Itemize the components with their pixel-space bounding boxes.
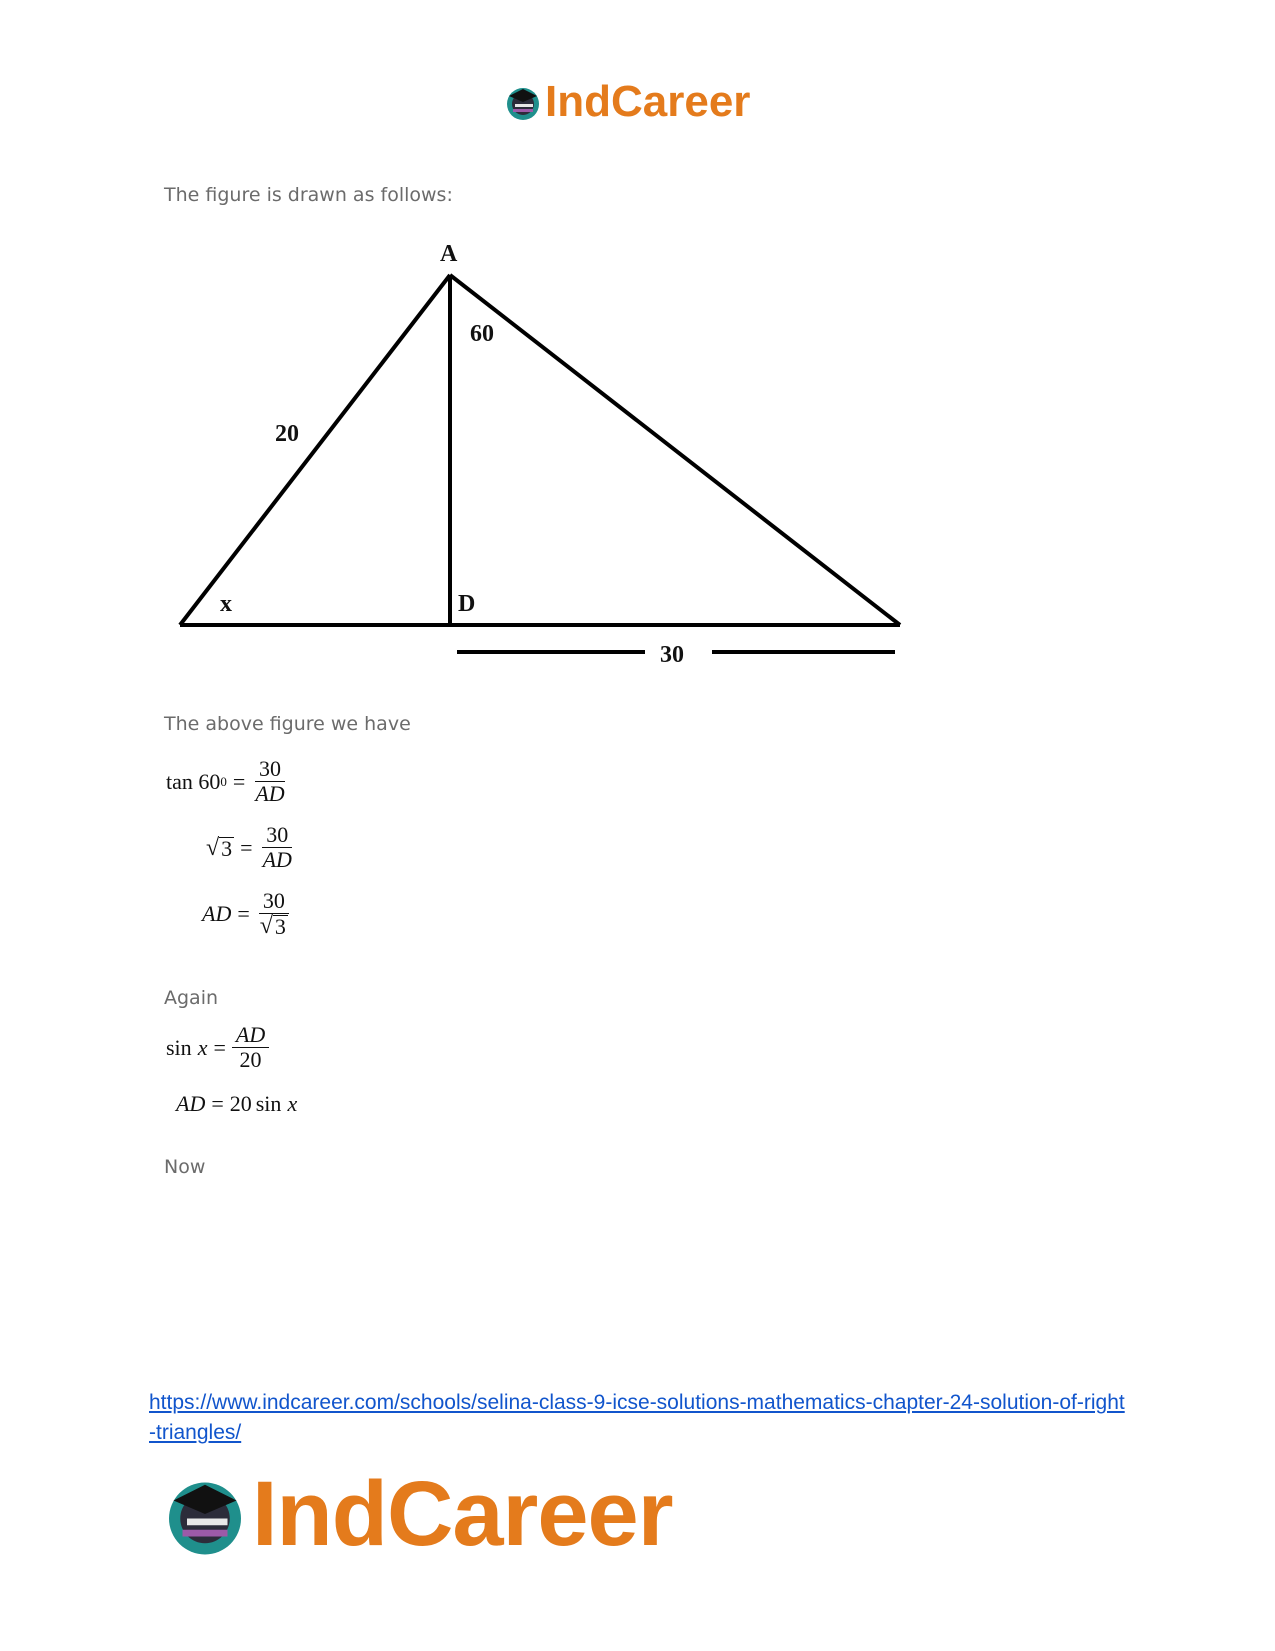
header-logo xyxy=(503,77,751,126)
radical-sign: √ xyxy=(206,834,220,861)
equation-sqrt3 xyxy=(206,823,296,872)
eq3-denominator xyxy=(256,914,292,938)
eq4-numerator: AD xyxy=(232,1023,269,1048)
equals-sign: = xyxy=(232,768,246,794)
equals-sign: = xyxy=(237,900,250,926)
eq3-radicand: 3 xyxy=(274,914,286,940)
equation-block-2 xyxy=(166,1023,466,1133)
eq4-denominator: 20 xyxy=(239,1047,262,1073)
eq2-denominator: AD xyxy=(262,847,292,873)
eq1-denominator: AD xyxy=(255,781,285,807)
eq1-fraction xyxy=(251,757,288,806)
eq1-lhs: tan 60 xyxy=(166,768,221,794)
now-text: Now xyxy=(164,1156,206,1178)
eq1-numerator: 30 xyxy=(255,757,285,782)
eq3-sqrt xyxy=(260,914,288,938)
intro-text: The figure is drawn as follows: xyxy=(164,184,453,206)
eq3-numerator: 30 xyxy=(259,889,289,914)
eq5-var: x xyxy=(287,1091,298,1116)
angle-label-60: 60 xyxy=(470,321,494,347)
eq2-sqrt xyxy=(206,836,234,860)
vertex-label-A: A xyxy=(440,241,458,267)
source-url-link[interactable]: https://www.indcareer.com/schools/selina-class-9-icse-solutions-mathematics-chapter-24-solution-of-right-triangles/ xyxy=(149,1391,1125,1444)
equation-sinx xyxy=(166,1023,269,1072)
eq5-lhs: AD xyxy=(176,1091,206,1116)
graduation-cap-globe-icon xyxy=(160,1469,250,1559)
again-text: Again xyxy=(164,987,219,1009)
vertex-label-D: D xyxy=(458,591,476,617)
eq5-coefficient: 20 xyxy=(229,1091,252,1116)
equation-AD xyxy=(202,889,292,938)
after-figure-text: The above figure we have xyxy=(164,713,411,735)
eq3-fraction xyxy=(256,889,292,938)
eq2-radicand: 3 xyxy=(221,835,233,861)
logo-text: IndCareer xyxy=(252,1463,673,1565)
eq4-fn: sin xyxy=(166,1034,192,1060)
triangle-figure xyxy=(160,225,910,665)
equals-sign: = xyxy=(213,1034,226,1060)
side-AC xyxy=(450,275,900,625)
side-AB xyxy=(180,275,450,625)
equation-block-1 xyxy=(166,757,466,957)
equation-tan60 xyxy=(166,757,289,806)
eq2-numerator: 30 xyxy=(262,823,292,848)
graduation-cap-globe-icon xyxy=(503,82,543,122)
logo-text: IndCareer xyxy=(545,77,751,126)
side-label-20: 20 xyxy=(275,421,299,447)
length-label-30: 30 xyxy=(660,642,684,665)
equals-sign: = xyxy=(211,1091,224,1116)
eq1-degree: 0 xyxy=(220,773,227,789)
footer-logo xyxy=(160,1463,673,1565)
radical-sign: √ xyxy=(259,913,273,940)
eq3-lhs: AD xyxy=(202,900,232,926)
eq2-fraction xyxy=(259,823,296,872)
equals-sign: = xyxy=(240,834,253,860)
eq4-fraction xyxy=(232,1023,269,1072)
angle-label-x: x xyxy=(220,591,232,617)
eq5-fn: sin xyxy=(255,1091,282,1116)
eq4-var: x xyxy=(197,1034,208,1060)
equation-AD-20sinx xyxy=(176,1091,297,1117)
